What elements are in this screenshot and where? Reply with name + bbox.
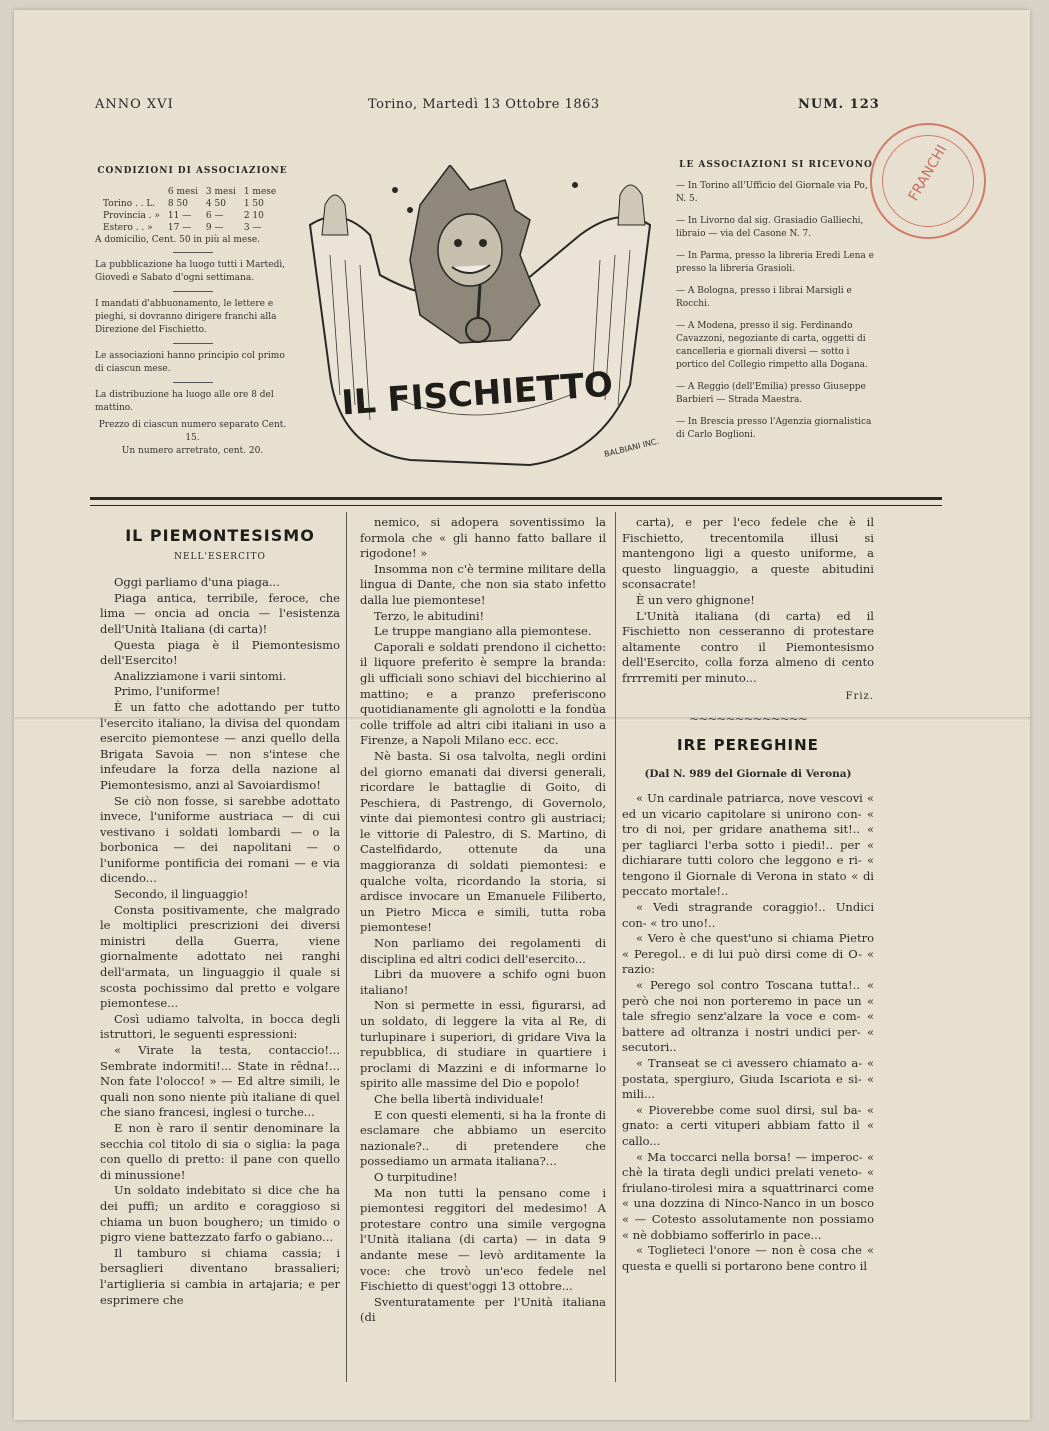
article-paragraph: « Pioverebbe come suol dirsi, sul ba- « gnato: a certi vituperi abbiam fatto il « callo... xyxy=(622,1102,874,1148)
subscription-location: — A Reggio (dell'Emilia) presso Giuseppe Barbieri — Strada Maestra. xyxy=(676,382,866,405)
masthead-title: IL FISCHIETTO xyxy=(340,364,615,424)
price-note: Prezzo di ciascun numero separato Cent. 15. xyxy=(98,420,287,443)
issue-number: NUM. 123 xyxy=(798,97,880,112)
article-paragraph: Un soldato indebitato si dice che ha dei puffi; un ardito e coraggioso si chiama un buon boughero; un timido o pigro viene battezzato farfo o gabiano... xyxy=(100,1183,340,1245)
subscription-location: — In Torino all'Ufficio del Giornale via Po, N. 5. xyxy=(676,181,868,204)
price-cell: 2 10 xyxy=(243,211,264,221)
article-paragraph: « Un cardinale patriarca, nove vescovi « ed un vicario capitolare si unirono con- « tro di noi, per gridare anathema sit!.. « per tagliarci l'erba sotto i piedi!.. per « dichiarare tutti coloro che leggono e ri- « tengono il Giornale di Verona in stato « di peccato mortale!.. xyxy=(622,790,874,899)
stamp-text: FRANCHI xyxy=(905,142,951,204)
article-paragraph: Caporali e soldati prendono il cichetto: il liquore preferito è sempre la branda: gli ufficiali sono schiavi del bicchierino al mattino; e a pranzo preferiscono quotidianamente gli agnolotti e la fondùa colle triffole ad altri cibi italiani in uso a Firenze, a Napoli Milano ecc. ecc. xyxy=(360,639,606,748)
article-paragraph: Analizziamone i varii sintomi. xyxy=(114,668,287,683)
article-paragraph: Questa piaga è il Piemontesismo dell'Esercito! xyxy=(100,637,340,668)
article-paragraph: Terzo, le abitudini! xyxy=(374,608,485,623)
article-paragraph: « Perego sol contro Toscana tutta!.. « però che noi non porteremo in pace un « tale sfregio senz'alzare la voce e com- « battere ad oltranza i nostri undici per- « secutori.. xyxy=(622,978,874,1055)
price-cell: Provincia . » xyxy=(103,211,160,221)
article-paragraph: Piaga antica, terribile, feroce, che lima — oncia ad oncia — l'esistenza dell'Unità Italiana (di carta)! xyxy=(100,590,340,636)
subscription-location: — A Modena, presso il sig. Ferdinando Cavazzoni, negoziante di carta, oggetti di cancelleria e giornali diversi — sotto i portico del Collegio rimpetto alla Dogana. xyxy=(676,321,868,370)
section-divider: ~~~~~~~~~~~~~ xyxy=(689,712,807,727)
issue-year: ANNO XVI xyxy=(95,97,174,112)
article-paragraph: « Transeat se ci avessero chiamato a- « postata, spergiuro, Giuda Iscariota e si- « mili... xyxy=(622,1056,874,1102)
subscription-location: — A Bologna, presso i librai Marsigli e Rocchi. xyxy=(676,286,852,309)
price-cell: 6 — xyxy=(205,211,224,221)
engraver-signature: BALBIANI INC. xyxy=(603,436,660,459)
article-paragraph: Il tamburo si chiama cassia; i bersaglieri diventano brassalieri; l'artiglieria si cambia in artajaria; e per esprimere che xyxy=(100,1245,340,1307)
price-col-head: 3 mesi xyxy=(205,187,236,197)
distribution-note: La distribuzione ha luogo alle ore 8 del mattino. xyxy=(95,390,274,413)
conditions-block xyxy=(95,166,290,458)
price-cell: 4 50 xyxy=(205,199,226,209)
price-cell: 1 50 xyxy=(243,199,264,209)
article-subtitle: NELL'ESERCITO xyxy=(174,551,266,562)
article-title: IRE PEREGHINE xyxy=(677,735,819,754)
mandates-note: I mandati d'abbuonamento, le lettere e pieghi, si dovranno dirigere franchi alla Direzione del Fischietto. xyxy=(95,299,277,335)
domicile-note: A domicilio, Cent. 50 in più al mese. xyxy=(95,235,261,245)
article-paragraph: E non è raro il sentir denominare la secchia col titolo di sia o siglia: la paga con quello di pretto: il pane con quello di minussione! xyxy=(100,1120,340,1182)
price-cell: 11 — xyxy=(167,211,192,221)
article-paragraph: carta), e per l'eco fedele che è il Fischietto, trecentomila illusi si mantengono ligi a questo uniforme, a questo linguaggio, a queste abitudini sconsacrate! xyxy=(622,515,874,592)
price-cell: Torino . . L. xyxy=(103,199,156,209)
subscription-location: — In Parma, presso la libreria Eredi Lena e presso la libreria Grasioli. xyxy=(676,251,874,274)
article-continued xyxy=(360,515,606,1326)
publication-note: La pubblicazione ha luogo tutti i Martedì, Giovedì e Sabato d'ogni settimana. xyxy=(95,260,286,283)
article-paragraph: « Toglieteci l'onore — non è cosa che « questa e quelli si portarono bene contro il xyxy=(622,1243,874,1273)
price-cell: Estero . . » xyxy=(103,223,153,233)
price-cell: 9 — xyxy=(205,223,224,233)
article-paragraph: O turpitudine! xyxy=(374,1169,458,1184)
price-col-head: 6 mesi xyxy=(167,187,198,197)
conditions-heading: CONDIZIONI DI ASSOCIAZIONE xyxy=(97,166,288,176)
article-paragraph: Libri da muovere a schifo ogni buon italiano! xyxy=(360,967,606,997)
article-paragraph: È un vero ghignone! xyxy=(636,592,755,607)
issue-date: Torino, Martedì 13 Ottobre 1863 xyxy=(368,97,600,112)
article-paragraph: Non parliamo dei regolamenti di disciplina ed altri codici dell'esercito... xyxy=(360,936,606,966)
article-paragraph: « Virate la testa, contaccio!... Sembrate indormiti!... State in rêdna!... Non fate l'olocco! » — Ed altre simili, le quali non sono niente più italiane di quel che siano francesi, inglesi o turche... xyxy=(100,1043,340,1120)
author-signature: Friz. xyxy=(845,690,874,702)
article-paragraph: Ma non tutti la pensano come i piemontesi reggitori del medesimo! A protestare contro una simile vergogna l'Unità italiana (di carta) — in data 9 andante mese — levò arditamente la voce: che trovò un'eco fedele nel Fischietto di quest'oggi 13 ottobre... xyxy=(360,1185,606,1294)
masthead-illustration xyxy=(300,165,660,470)
article-paragraph: « Ma toccarci nella borsa! — imperoc- « chè la tirata degli undici prelati veneto- « friulano-tirolesi mira a squattrinarci come « una dozzina di Ninco-Nanco in un bosco « — Cotesto assolutamente non possiamo « nè dobbiamo sofferirlo in pace... xyxy=(622,1149,874,1242)
article-paragraph: Consta positivamente, che malgrado le moltiplici prescrizioni dei diversi ministri della Guerra, viene giornalmente adottato nei ranghi dell'armata, un linguaggio il quale si scosta pochissimo dal pretto e volgare piemontese... xyxy=(100,902,340,1011)
header-divider xyxy=(90,497,942,506)
article-paragraph: L'Unità italiana (di carta) ed il Fischietto non cesseranno di protestare altamente contro il Piemontesismo dell'Esercito, colla forza almeno di cento frrrremiti per minuto... xyxy=(622,608,874,685)
article-paragraph: Insomma non c'è termine militare della lingua di Dante, che non sia stato infetto dalla lue piemontese! xyxy=(360,561,606,607)
price-cell: 17 — xyxy=(167,223,192,233)
postal-stamp xyxy=(870,123,986,239)
subscriptions-heading: LE ASSOCIAZIONI SI RICEVONO xyxy=(679,160,873,170)
article-paragraph: Primo, l'uniforme! xyxy=(114,684,221,699)
article-paragraph: Se ciò non fosse, si sarebbe adottato invece, l'uniforme austriaca — di cui vestivano i soldati lombardi — o la borbonica — dei napolitani — o l'uniforme pontificia dei romani — e via dicendo... xyxy=(100,793,340,886)
article-paragraph: Oggi parliamo d'una piaga... xyxy=(114,575,280,590)
price-table xyxy=(99,186,280,234)
back-issue-note: Un numero arretrato, cent. 20. xyxy=(121,446,264,456)
subscription-location: — In Livorno dal sig. Grasiadio Galliechi, libraio — via del Casone N. 7. xyxy=(676,216,864,239)
article-paragraph: E con questi elementi, si ha la fronte di esclamare che abbiamo un esercito nazionale?.. di pretendere che possediamo un armata italiana?... xyxy=(360,1107,606,1169)
article-paragraph: Che bella libertà individuale! xyxy=(374,1091,544,1106)
price-col-head: 1 mese xyxy=(243,187,277,197)
price-cell: 8 50 xyxy=(167,199,188,209)
column-separator xyxy=(615,512,616,1382)
article-third-column xyxy=(622,515,874,1274)
price-cell: 3 — xyxy=(243,223,262,233)
article-paragraph: Nè basta. Si osa talvolta, negli ordini del giorno emanati dai diversi generali, ricordare le battaglie di Goito, di Peschiera, di Pastrengo, di Governolo, vinte dai piemontesi contro gli austriaci; le vittorie di Palestro, di S. Martino, di Castelfidardo, ottenute da una maggioranza di soldati piemontesi: e qualche volta, ricordando la storia, si ardisce invocare un Emanuele Filiberto, un Pietro Micca e simili, tutta roba piemontese! xyxy=(360,748,606,935)
subscription-location: — In Brescia presso l'Agenzia giornalistica di Carlo Boglioni. xyxy=(676,417,872,440)
article-paragraph: Secondo, il linguaggio! xyxy=(114,887,249,902)
article-paragraph: « Vero è che quest'uno si chiama Pietro « Peregol.. e di lui può dirsi come di O- « razio: xyxy=(622,931,874,977)
column-separator xyxy=(346,512,347,1382)
subscriptions-block xyxy=(676,160,876,451)
article-paragraph: Non si permette in essi, figurarsi, ad un soldato, di leggere la vita al Re, di turlupinare i superiori, di gridare Viva la repubblica, di studiare in quartiere i proclami di Mazzini e di informarne lo spirito alle massime del Dio e popolo! xyxy=(360,998,606,1091)
article-title: IL PIEMONTESISMO xyxy=(125,526,315,545)
article-paragraph: nemico, si adopera soventissimo la formola che « gli hanno fatto ballare il rigodone! » xyxy=(360,515,606,561)
article-source: (Dal N. 989 del Giornale di Verona) xyxy=(644,768,852,781)
article-paragraph: Sventuratamente per l'Unità italiana (di xyxy=(360,1294,606,1325)
article-paragraph: È un fatto che adottando per tutto l'esercito italiano, la divisa del quondam esercito piemontese — anzi quello della Brigata Savoia — non s'intese che infeudare la forza della nazione al Piemontesismo, anzi al Savoiardismo! xyxy=(100,699,340,792)
article-paragraph: « Vedi stragrande coraggio!.. Undici con- « tro uno!.. xyxy=(622,900,874,930)
associations-note: Le associazioni hanno principio col primo di ciascun mese. xyxy=(95,351,285,374)
article-paragraph: Le truppe mangiano alla piemontese. xyxy=(374,624,592,639)
article-paragraph: Così udiamo talvolta, in bocca degli istruttori, le seguenti espressioni: xyxy=(100,1011,340,1042)
article-piemontesismo xyxy=(100,528,340,1308)
